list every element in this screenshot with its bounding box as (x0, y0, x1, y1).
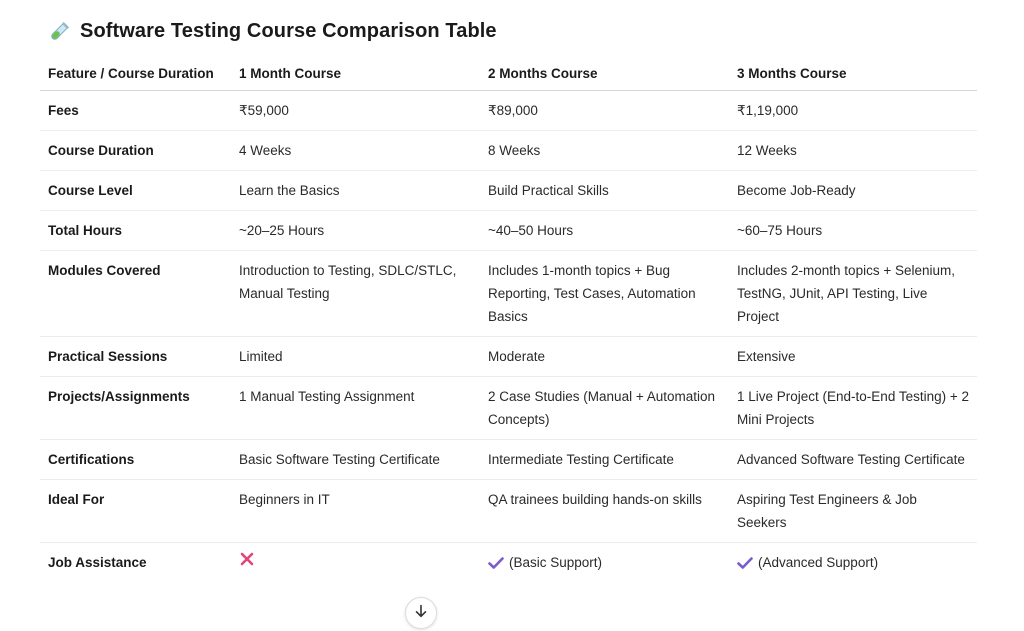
check-mark-icon (488, 551, 504, 574)
table-header-row (40, 57, 977, 91)
table-row (40, 337, 977, 377)
cross-mark-icon (239, 551, 255, 567)
row-label: Projects/Assignments (48, 389, 190, 404)
cell-1-month: Limited (239, 349, 283, 364)
row-label: Course Level (48, 183, 133, 198)
row-label: Practical Sessions (48, 349, 168, 364)
cell-2-months: 2 Case Studies (Manual + Automation Concepts) (488, 389, 716, 427)
table-row-job-assistance (40, 543, 977, 582)
comparison-table (40, 57, 977, 582)
cell-2-months (480, 543, 729, 582)
cell-1-month (231, 543, 480, 582)
cell-3-months: Advanced Software Testing Certificate (737, 452, 965, 467)
page-title-row (48, 20, 497, 43)
support-text: (Basic Support) (509, 555, 603, 570)
cell-2-months: Includes 1-month topics + Bug Reporting, Test Cases, Automation Basics (488, 263, 696, 324)
table-row (40, 440, 977, 480)
scroll-down-button[interactable] (405, 597, 437, 629)
header-1-month: 1 Month Course (239, 66, 342, 81)
row-label: Total Hours (48, 223, 122, 238)
table-row (40, 91, 977, 131)
cell-1-month: Learn the Basics (239, 183, 340, 198)
table-row (40, 171, 977, 211)
cell-1-month: 1 Manual Testing Assignment (239, 389, 415, 404)
cell-1-month: Beginners in IT (239, 492, 330, 507)
page-title: Software Testing Course Comparison Table (80, 20, 497, 42)
cell-3-months: ~60–75 Hours (737, 223, 823, 238)
arrow-down-icon (414, 604, 428, 623)
cell-2-months: ₹89,000 (488, 103, 538, 118)
table-row (40, 377, 977, 440)
table-row (40, 251, 977, 337)
cell-3-months: Extensive (737, 349, 796, 364)
header-2-months: 2 Months Course (488, 66, 598, 81)
cell-1-month: ~20–25 Hours (239, 223, 325, 238)
cell-3-months: 1 Live Project (End-to-End Testing) + 2 Mini Projects (737, 389, 969, 427)
row-label: Job Assistance (48, 555, 147, 570)
row-label: Modules Covered (48, 263, 161, 278)
cell-2-months: 8 Weeks (488, 143, 541, 158)
test-tube-icon (48, 21, 70, 43)
table-row (40, 131, 977, 171)
header-3-months: 3 Months Course (737, 66, 847, 81)
cell-2-months: Intermediate Testing Certificate (488, 452, 674, 467)
cell-1-month: Introduction to Testing, SDLC/STLC, Manual Testing (239, 263, 457, 301)
cell-1-month: Basic Software Testing Certificate (239, 452, 440, 467)
check-mark-icon (737, 551, 753, 574)
cell-2-months: QA trainees building hands-on skills (488, 492, 702, 507)
cell-2-months: Build Practical Skills (488, 183, 609, 198)
cell-3-months: Become Job-Ready (737, 183, 856, 198)
cell-3-months: ₹1,19,000 (737, 103, 799, 118)
cell-3-months: Aspiring Test Engineers & Job Seekers (737, 492, 917, 530)
cell-2-months: Moderate (488, 349, 546, 364)
row-label: Course Duration (48, 143, 154, 158)
cell-1-month: 4 Weeks (239, 143, 292, 158)
support-text: (Advanced Support) (758, 555, 879, 570)
cell-1-month: ₹59,000 (239, 103, 289, 118)
cell-3-months: 12 Weeks (737, 143, 797, 158)
table-row (40, 480, 977, 543)
table-row (40, 211, 977, 251)
row-label: Ideal For (48, 492, 105, 507)
header-feature: Feature / Course Duration (48, 66, 214, 81)
cell-3-months: Includes 2-month topics + Selenium, TestNG, JUnit, API Testing, Live Project (737, 263, 955, 324)
cell-2-months: ~40–50 Hours (488, 223, 574, 238)
row-label: Fees (48, 103, 79, 118)
cell-3-months (729, 543, 977, 582)
row-label: Certifications (48, 452, 135, 467)
